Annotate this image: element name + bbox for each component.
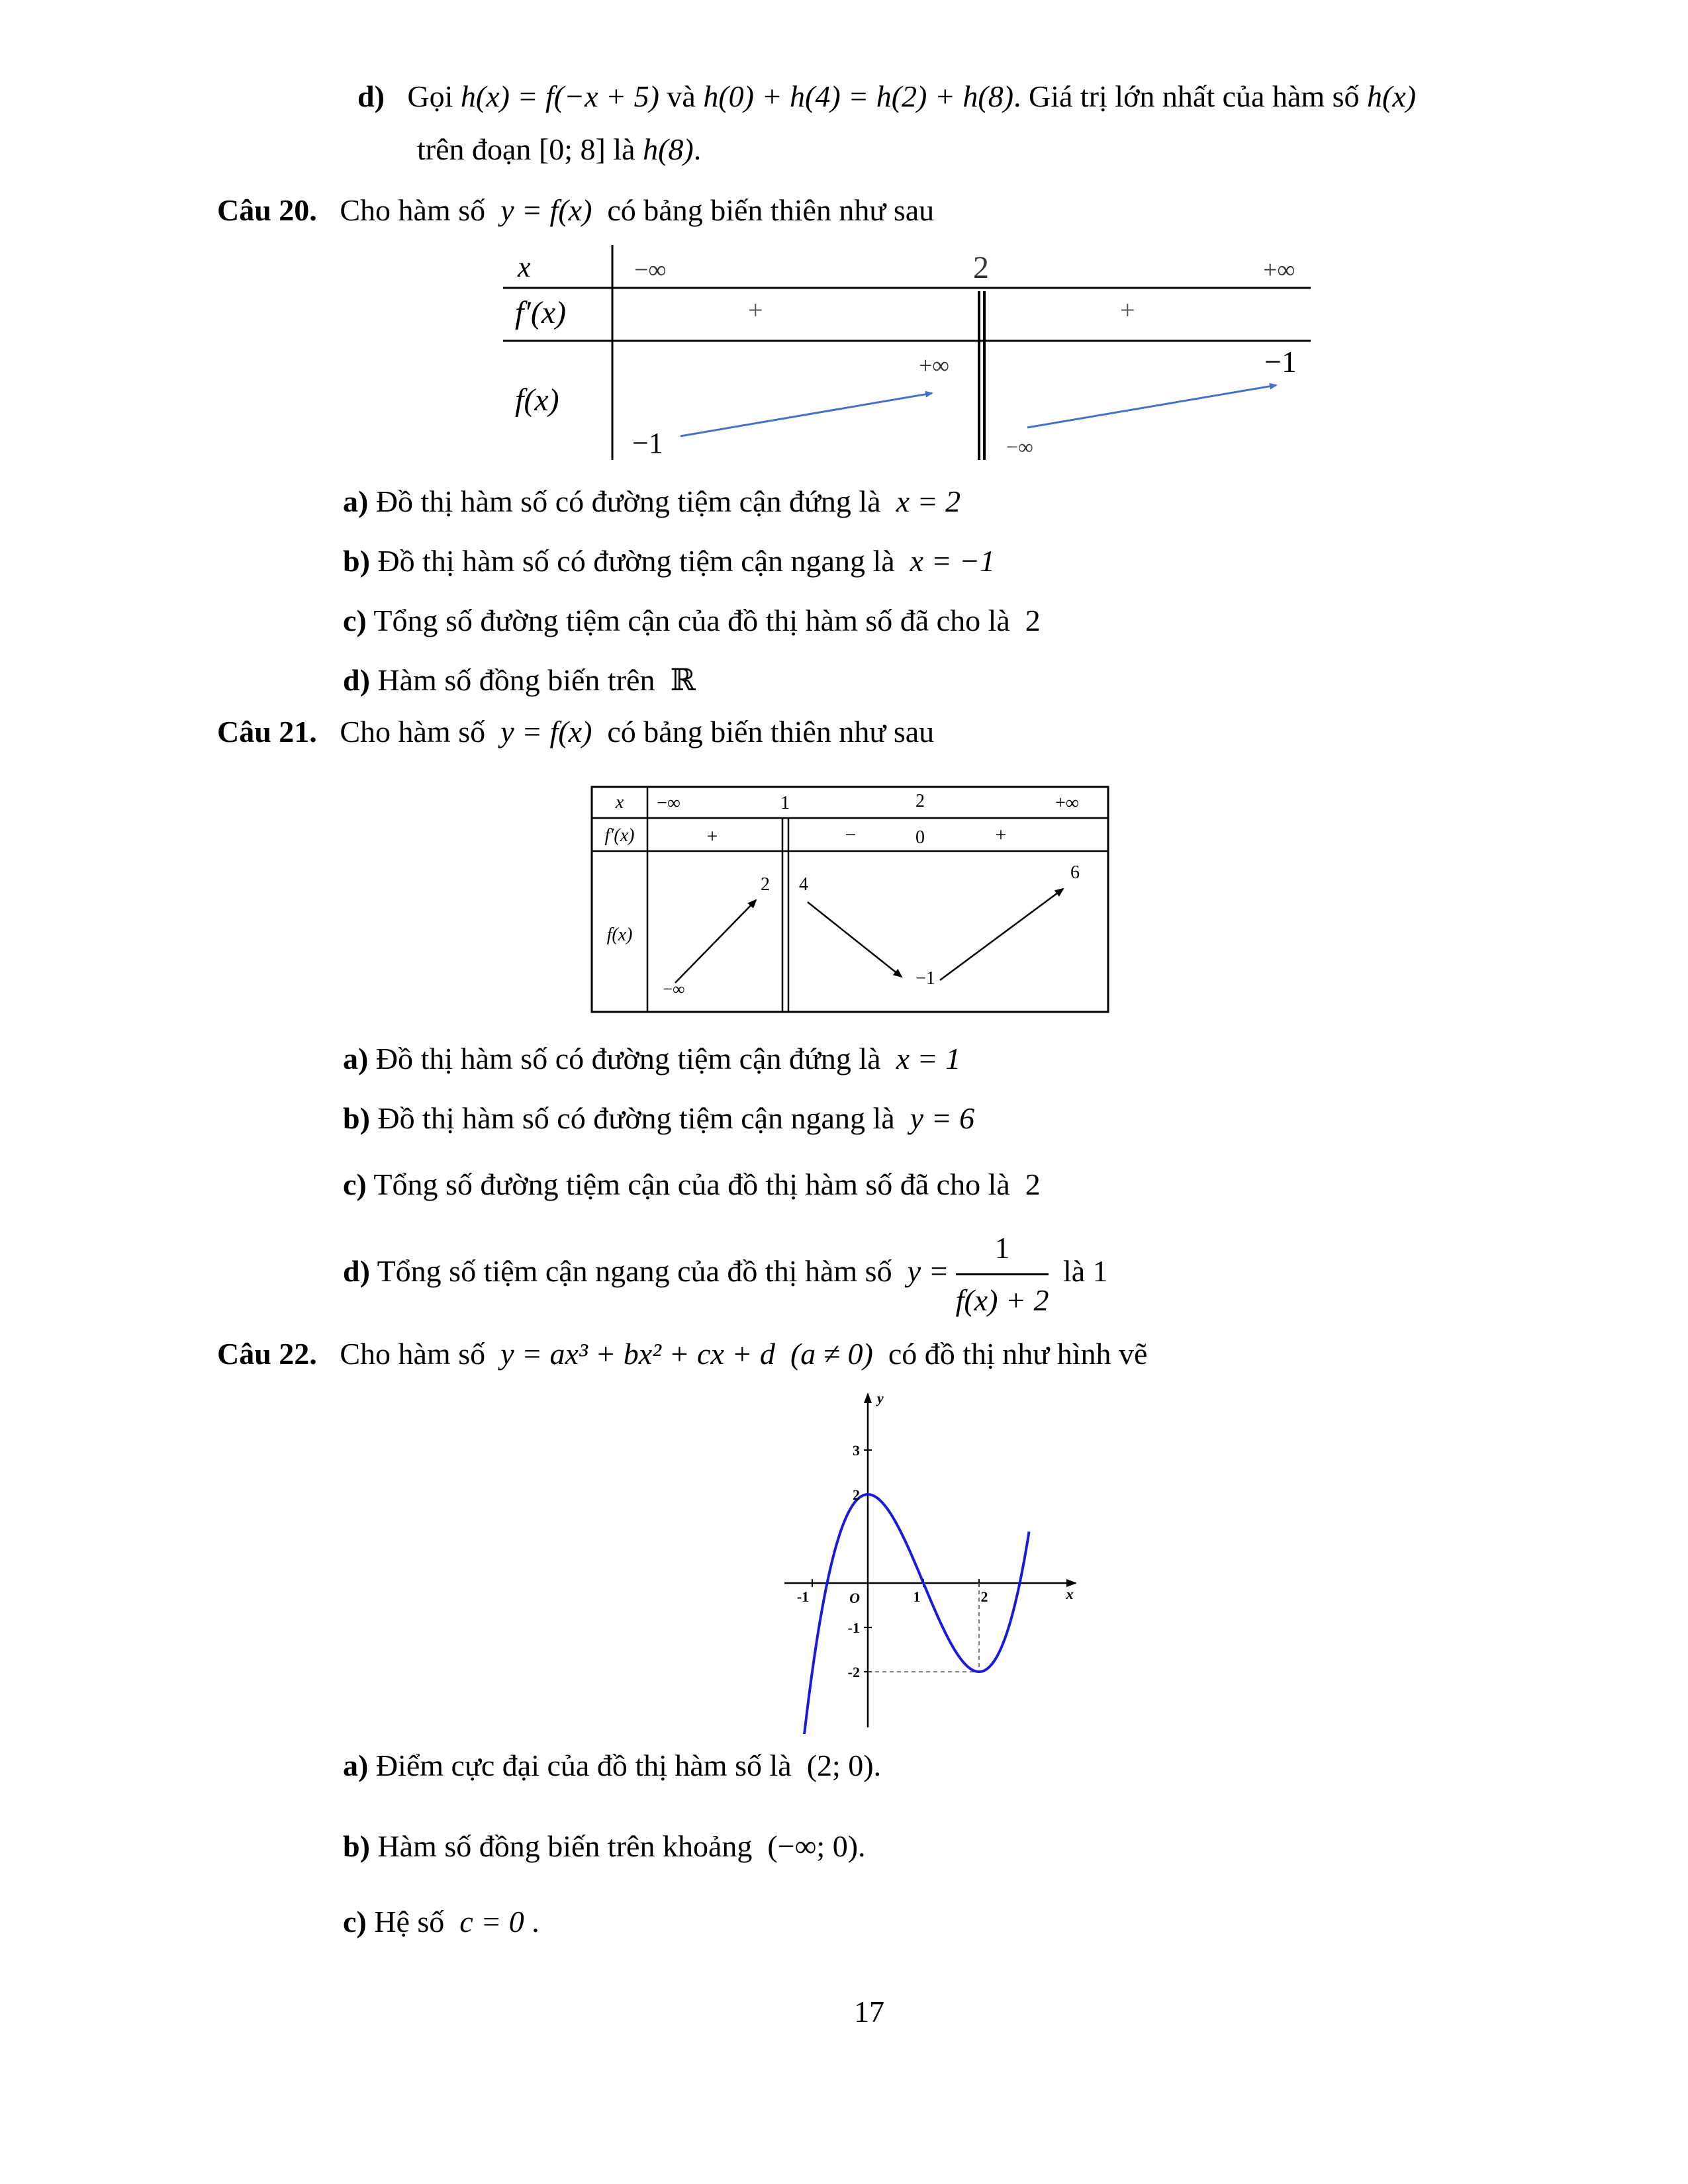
q20-option-b bbox=[343, 543, 995, 580]
q19d-def: h(x) = f(−x + 5) bbox=[460, 79, 659, 113]
q19d-conj: và bbox=[667, 79, 696, 113]
q21-option-d-fraction bbox=[956, 1226, 1049, 1323]
q21-x-value-2: 1 bbox=[780, 793, 790, 813]
page-number: 17 bbox=[854, 1995, 884, 2028]
q21-option-b-math: y = 6 bbox=[910, 1101, 975, 1135]
q21-fp-sign-1: + bbox=[706, 825, 718, 847]
q20-x-value-1: −∞ bbox=[634, 256, 667, 284]
q20-func: y = f(x) bbox=[500, 193, 592, 227]
q21-arrow-increasing-2 bbox=[940, 889, 1063, 980]
q20-fp-sign-1: + bbox=[748, 295, 763, 325]
q22-option-a-text: Điểm cực đại của đồ thị hàm số là bbox=[375, 1749, 792, 1782]
q21-option-c bbox=[343, 1166, 1041, 1203]
q21-option-b-text: Đồ thị hàm số có đường tiệm cận ngang là bbox=[377, 1101, 895, 1135]
q20-arrow-increasing-1 bbox=[680, 393, 932, 436]
q19d-value: h(8) bbox=[643, 132, 694, 166]
q20-option-d-math: ℝ bbox=[670, 663, 696, 697]
q19d-fn: h(x) bbox=[1367, 79, 1417, 113]
q20-option-a-label: a) bbox=[343, 484, 369, 518]
q22-label: Câu 22. bbox=[217, 1337, 317, 1371]
q20-x-value-2: 2 bbox=[973, 250, 989, 285]
q20-x-value-3: +∞ bbox=[1263, 256, 1295, 284]
q20-f-label: f(x) bbox=[515, 383, 559, 418]
q21-intro-pre: Cho hàm số bbox=[340, 715, 486, 749]
q20-x-label: x bbox=[518, 251, 531, 283]
q22-option-c bbox=[343, 1903, 539, 1940]
q22-option-c-text: Hệ số bbox=[374, 1905, 445, 1938]
q20-intro bbox=[217, 192, 934, 229]
q21-option-c-label: c) bbox=[343, 1167, 367, 1201]
q20-f-value-left: −1 bbox=[632, 427, 663, 459]
q21-option-b bbox=[343, 1100, 974, 1137]
q22-option-c-math: c = 0 bbox=[459, 1905, 524, 1938]
q20-arrow-increasing-2 bbox=[1027, 385, 1276, 428]
q20-label: Câu 20. bbox=[217, 193, 317, 227]
q22-cubic-graph bbox=[781, 1390, 1092, 1734]
q21-func: y = f(x) bbox=[500, 715, 592, 749]
q22-x-tick-label: 1 bbox=[913, 1588, 921, 1605]
q22-option-b-text: Hàm số đồng biến trên khoảng bbox=[377, 1829, 753, 1863]
q21-option-c-text: Tổng số đường tiệm cận của đồ thị hàm số đã cho là bbox=[373, 1167, 1010, 1201]
q21-x-label: x bbox=[615, 792, 624, 813]
q21-option-a bbox=[343, 1040, 961, 1077]
q21-table-border bbox=[592, 787, 1108, 1012]
q19d-text-mid: . Giá trị lớn nhất của hàm số bbox=[1013, 79, 1360, 113]
q22-origin-label: O bbox=[849, 1590, 860, 1606]
q20-option-b-text: Đồ thị hàm số có đường tiệm cận ngang là bbox=[377, 544, 895, 578]
q19d-line2-mid: là bbox=[613, 132, 635, 166]
q20-f-value-right: −1 bbox=[1264, 345, 1297, 379]
q22-curve-line bbox=[801, 1494, 1029, 1734]
q22-func: y = ax³ + bx² + cx + d bbox=[500, 1337, 775, 1371]
q20-option-c bbox=[343, 602, 1041, 639]
q22-option-a bbox=[343, 1747, 881, 1784]
q20-option-a bbox=[343, 483, 961, 520]
q20-option-c-text: Tổng số đường tiệm cận của đồ thị hàm số đã cho là bbox=[373, 604, 1010, 637]
q19d-label: d) bbox=[357, 79, 385, 113]
q20-option-d-text: Hàm số đồng biến trên bbox=[377, 663, 655, 697]
q21-f-value-minus-inf: −∞ bbox=[663, 979, 685, 999]
q21-option-a-label: a) bbox=[343, 1042, 369, 1075]
q19d-line2 bbox=[417, 131, 701, 168]
q21-fp-sign-2: − bbox=[845, 824, 857, 846]
q21-f-value-6: 6 bbox=[1070, 862, 1080, 883]
q21-option-d-label: d) bbox=[343, 1254, 370, 1289]
q21-fp-sign-3: + bbox=[995, 824, 1007, 846]
q22-intro bbox=[217, 1336, 1147, 1373]
q22-y-tick-label: -1 bbox=[847, 1619, 860, 1636]
q21-option-a-math: x = 1 bbox=[896, 1042, 961, 1075]
q20-intro-post: có bảng biến thiên như sau bbox=[607, 193, 935, 227]
q21-f-value-minus-1: −1 bbox=[915, 968, 935, 989]
q21-f-value-4: 4 bbox=[799, 874, 808, 895]
q22-x-tick-label: -1 bbox=[796, 1588, 810, 1605]
q22-option-a-label: a) bbox=[343, 1749, 369, 1782]
q21-fp-label: f′(x) bbox=[604, 825, 635, 846]
q19d-line1 bbox=[357, 78, 1416, 115]
q20-intro-pre: Cho hàm số bbox=[340, 193, 486, 227]
q22-y-tick-label: -2 bbox=[847, 1664, 860, 1680]
q19d-line2-pre: trên đoạn bbox=[417, 132, 532, 166]
q19d-text-pre: Gọi bbox=[407, 79, 453, 113]
q21-option-b-label: b) bbox=[343, 1101, 370, 1135]
q21-x-value-4: +∞ bbox=[1055, 793, 1079, 813]
q20-option-b-math: x = −1 bbox=[910, 544, 996, 578]
q19d-cond: h(0) + h(4) = h(2) + h(8) bbox=[703, 79, 1014, 113]
q21-option-d-text: Tổng số tiệm cận ngang của đồ thị hàm số bbox=[377, 1254, 892, 1289]
q20-option-a-math: x = 2 bbox=[896, 484, 961, 518]
q21-intro bbox=[217, 713, 934, 751]
q21-option-c-math: 2 bbox=[1025, 1167, 1041, 1201]
q22-option-c-end: . bbox=[524, 1905, 539, 1938]
q19d-interval: [0; 8] bbox=[538, 132, 606, 166]
q22-option-c-label: c) bbox=[343, 1905, 367, 1938]
q21-x-value-1: −∞ bbox=[657, 793, 680, 813]
q21-fp-zero: 0 bbox=[915, 827, 925, 848]
q20-fp-label: f′(x) bbox=[515, 295, 567, 330]
q21-arrow-increasing-1 bbox=[675, 900, 756, 983]
q22-y-tick-label: 2 bbox=[853, 1486, 860, 1503]
q21-option-a-text: Đồ thị hàm số có đường tiệm cận đứng là bbox=[375, 1042, 881, 1075]
q21-option-d-lhs: y = bbox=[907, 1254, 949, 1289]
q20-option-d bbox=[343, 662, 696, 699]
q22-option-a-math: (2; 0) bbox=[806, 1749, 874, 1782]
q21-f-value-2: 2 bbox=[761, 874, 770, 895]
q21-f-label: f(x) bbox=[606, 925, 633, 945]
q22-option-b-label: b) bbox=[343, 1829, 370, 1863]
q20-option-d-label: d) bbox=[343, 663, 370, 697]
q21-option-d-numerator: 1 bbox=[956, 1226, 1049, 1275]
q21-x-value-3: 2 bbox=[915, 791, 925, 811]
q20-option-a-text: Đồ thị hàm số có đường tiệm cận đứng là bbox=[375, 484, 881, 518]
q21-arrow-decreasing bbox=[808, 902, 902, 977]
q22-x-axis-label: x bbox=[1066, 1586, 1074, 1602]
q20-option-c-math: 2 bbox=[1025, 604, 1041, 637]
q20-variation-table bbox=[490, 245, 1324, 467]
q22-option-b bbox=[343, 1828, 866, 1865]
q21-label: Câu 21. bbox=[217, 715, 317, 749]
q22-intro-post: có đồ thị như hình vẽ bbox=[888, 1337, 1148, 1371]
q22-intro-pre: Cho hàm số bbox=[340, 1337, 486, 1371]
q20-option-b-label: b) bbox=[343, 544, 370, 578]
q20-fp-sign-2: + bbox=[1120, 295, 1135, 325]
q22-option-a-end: . bbox=[873, 1749, 882, 1782]
q22-cond: (a ≠ 0) bbox=[790, 1337, 873, 1371]
q21-variation-table bbox=[589, 784, 1112, 1019]
q21-option-d-tail: là 1 bbox=[1062, 1254, 1108, 1289]
q21-option-d bbox=[343, 1226, 1108, 1323]
q22-option-b-end: . bbox=[858, 1829, 866, 1863]
q22-y-tick-label: 3 bbox=[853, 1442, 860, 1459]
q21-intro-post: có bảng biến thiên như sau bbox=[607, 715, 935, 749]
q22-y-axis-label: y bbox=[877, 1390, 884, 1406]
q20-f-value-minus-inf: −∞ bbox=[1006, 435, 1033, 459]
q21-option-d-denominator: f(x) + 2 bbox=[955, 1283, 1049, 1317]
q19d-end: . bbox=[693, 132, 702, 166]
q20-option-c-label: c) bbox=[343, 604, 367, 637]
q22-option-b-math: (−∞; 0) bbox=[767, 1829, 859, 1863]
q20-f-value-plus-inf: +∞ bbox=[919, 352, 949, 379]
q22-x-tick-label: 2 bbox=[980, 1588, 988, 1605]
